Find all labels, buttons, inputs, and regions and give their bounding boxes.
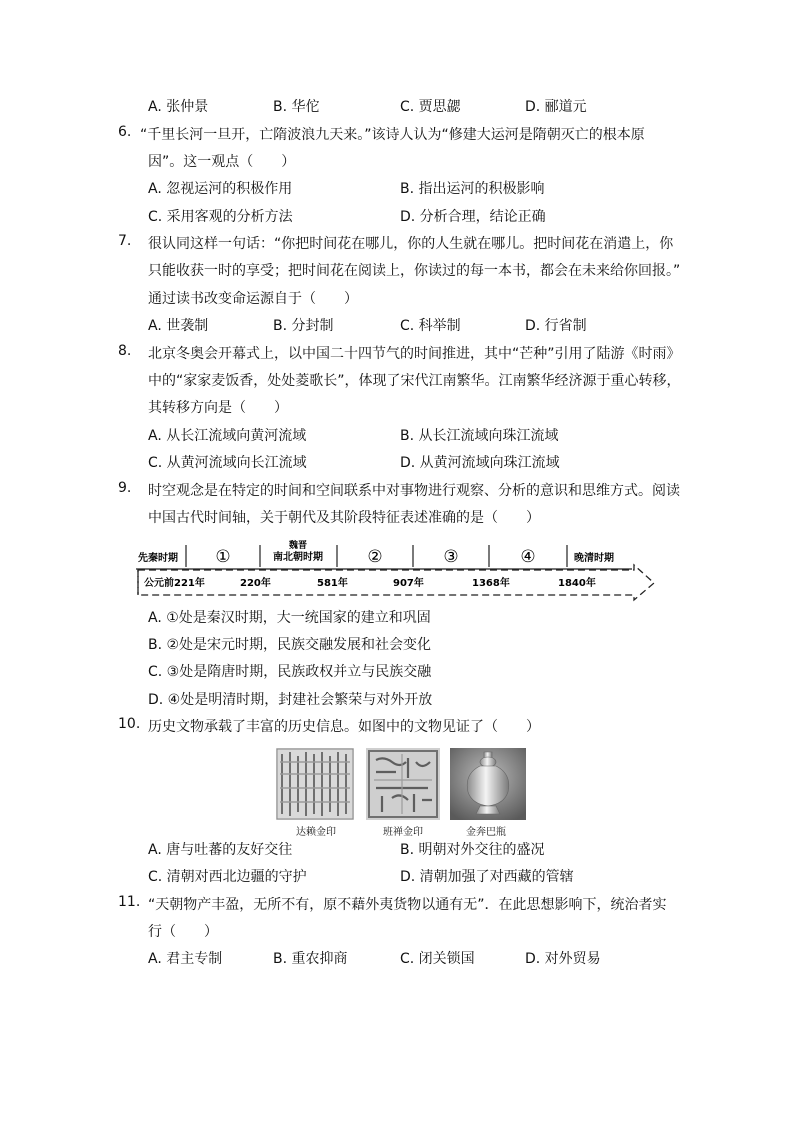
q6-line-1: “千里长河一旦开，亡隋波浪九天来。”该诗人认为“修建大运河是隋朝灭亡的根本原 xyxy=(140,127,645,143)
q9-option-d: D. ④处是明清时期，封建社会繁荣与对外开放 xyxy=(148,692,433,708)
q6-option-d: D. 分析合理，结论正确 xyxy=(400,209,546,225)
caption-panchen-seal: 班禅金印 xyxy=(383,827,423,838)
year-907: 907年 xyxy=(393,578,424,589)
q8-line-1: 北京冬奥会开幕式上，以中国二十四节气的时间推进，其中“芒种”引用了陆游《时雨》 xyxy=(148,346,681,362)
year-221bc: 公元前221年 xyxy=(144,578,205,589)
q8-line-2: 中的“家家麦饭香，处处菱歌长”，体现了宋代江南繁华。江南繁华经济源于重心转移， xyxy=(148,373,681,389)
q6-option-a: A. 忽视运河的积极作用 xyxy=(148,181,293,197)
q6-option-c: C. 采用客观的分析方法 xyxy=(148,209,293,225)
period-wei-jin: 魏晋 xyxy=(288,541,308,551)
q7-option-d: D. 行省制 xyxy=(525,318,587,334)
q11-option-d: D. 对外贸易 xyxy=(525,951,601,967)
q9-option-b: B. ②处是宋元时期，民族交融发展和社会变化 xyxy=(148,637,432,653)
q7-option-b: B. 分封制 xyxy=(273,318,334,334)
panchen-gold-seal-image xyxy=(366,748,440,820)
q5-option-a: A. 张仲景 xyxy=(148,99,209,115)
q9-line-1: 时空观念是在特定的时间和空间联系中对事物进行观察、分析的意识和思维方式。阅读 xyxy=(148,483,680,499)
q8-option-a: A. 从长江流域向黄河流域 xyxy=(148,428,307,444)
q8-number: 8. xyxy=(118,343,132,359)
q11-number: 11. xyxy=(118,894,141,910)
q9-option-a: A. ①处是秦汉时期，大一统国家的建立和巩固 xyxy=(148,610,431,626)
year-1368: 1368年 xyxy=(472,578,510,589)
q11-line-2: 行（ ） xyxy=(148,924,218,940)
period-marker-3: ③ xyxy=(443,547,459,567)
period-pre-qin: 先秦时期 xyxy=(138,553,178,564)
q10-option-d: D. 清朝加强了对西藏的管辖 xyxy=(400,869,574,885)
q6-option-b: B. 指出运河的积极影响 xyxy=(400,181,545,197)
q5-option-d: D. 郦道元 xyxy=(525,99,587,115)
q10-option-a: A. 唐与吐蕃的友好交往 xyxy=(148,842,293,858)
q10-line-1: 历史文物承载了丰富的历史信息。如图中的文物见证了（ ） xyxy=(148,719,540,735)
q8-option-c: C. 从黄河流域向长江流域 xyxy=(148,455,307,471)
period-marker-4: ④ xyxy=(520,547,536,567)
q7-line-3: 通过读书改变命运源自于（ ） xyxy=(148,291,358,307)
q5-option-b: B. 华佗 xyxy=(273,99,320,115)
q10-number: 10. xyxy=(118,716,141,732)
caption-dalai-seal: 达赖金印 xyxy=(296,827,336,838)
q11-option-a: A. 君主专制 xyxy=(148,951,223,967)
q11-option-c: C. 闭关锁国 xyxy=(400,951,475,967)
q9-line-2: 中国古代时间轴，关于朝代及其阶段特征表述准确的是（ ） xyxy=(148,510,540,526)
year-1840: 1840年 xyxy=(558,578,596,589)
q6-line-2: 因”。这一观点（ ） xyxy=(148,154,296,170)
q7-number: 7. xyxy=(118,233,132,249)
period-late-qing: 晚清时期 xyxy=(574,553,614,564)
q10-option-b: B. 明朝对外交往的盛况 xyxy=(400,842,545,858)
q6-number: 6. xyxy=(118,124,132,140)
period-nanbei: 南北朝时期 xyxy=(273,552,323,563)
q8-option-b: B. 从长江流域向珠江流域 xyxy=(400,428,559,444)
q7-line-1: 很认同这样一句话：“你把时间花在哪儿，你的人生就在哪儿。把时间花在消遣上，你 xyxy=(148,236,674,252)
golden-urn-image xyxy=(450,748,526,820)
q10-option-c: C. 清朝对西北边疆的守护 xyxy=(148,869,307,885)
dalai-gold-seal-image xyxy=(276,748,354,820)
year-581: 581年 xyxy=(317,578,348,589)
q11-option-b: B. 重农抑商 xyxy=(273,951,348,967)
caption-golden-urn: 金奔巴瓶 xyxy=(466,827,506,838)
q9-number: 9. xyxy=(118,480,132,496)
q7-line-2: 只能收获一时的享受；把时间花在阅读上，你读过的每一本书，都会在未来给你回报。” xyxy=(148,263,681,279)
q11-line-1: “天朝物产丰盈，无所不有，原不藉外夷货物以通有无”．在此思想影响下，统治者实 xyxy=(148,897,667,913)
q5-option-c: C. 贾思勰 xyxy=(400,99,461,115)
year-220: 220年 xyxy=(240,578,271,589)
q7-option-c: C. 科举制 xyxy=(400,318,461,334)
period-marker-1: ① xyxy=(215,547,231,567)
q8-line-3: 其转移方向是（ ） xyxy=(148,400,288,416)
timeline-diagram xyxy=(134,537,660,605)
q9-option-c: C. ③处是隋唐时期，民族政权并立与民族交融 xyxy=(148,664,432,680)
q7-option-a: A. 世袭制 xyxy=(148,318,209,334)
q8-option-d: D. 从黄河流域向珠江流域 xyxy=(400,455,560,471)
period-marker-2: ② xyxy=(367,547,383,567)
